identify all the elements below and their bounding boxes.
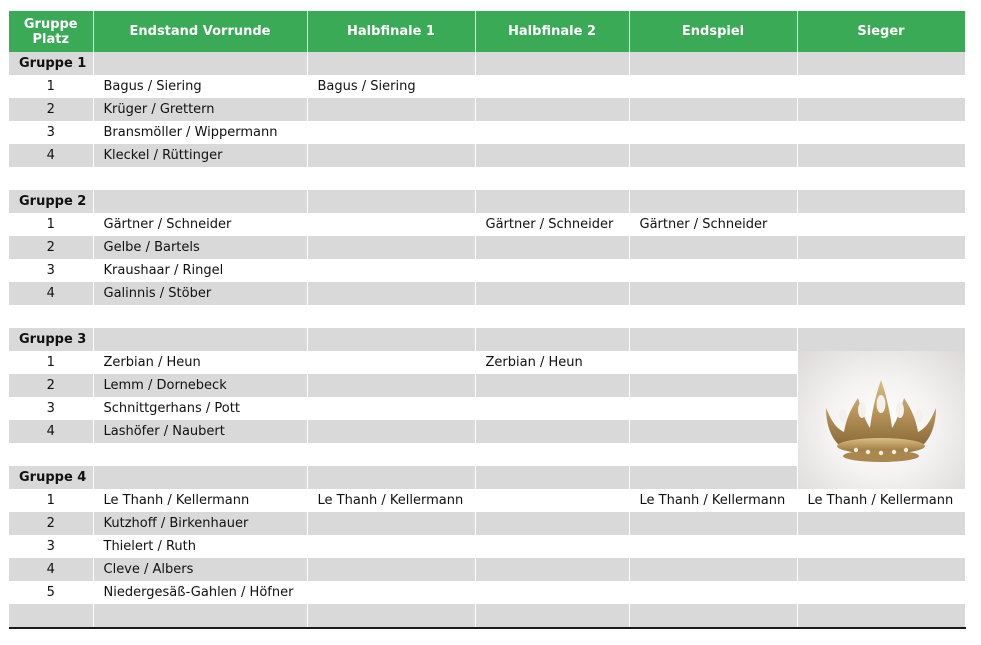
semi2-cell: Gärtner / Schneider: [475, 213, 629, 236]
empty-cell: [629, 466, 797, 489]
winner-cell: [797, 558, 965, 581]
group-name: Gruppe 2: [9, 190, 93, 213]
empty-cell: [307, 443, 475, 466]
empty-cell: [629, 328, 797, 351]
semi1-cell: [307, 558, 475, 581]
empty-cell: [475, 305, 629, 328]
empty-cell: [9, 443, 93, 466]
semi1-cell: [307, 512, 475, 535]
group-name: Gruppe 3: [9, 328, 93, 351]
final-cell: [629, 98, 797, 121]
final-cell: [629, 75, 797, 98]
empty-cell: [797, 604, 965, 628]
team-row: [9, 121, 965, 144]
place-cell: 2: [9, 374, 93, 397]
final-cell: [629, 512, 797, 535]
winner-cell: [797, 98, 965, 121]
empty-cell: [475, 328, 629, 351]
team-cell: Gelbe / Bartels: [93, 236, 307, 259]
semi2-cell: [475, 144, 629, 167]
place-cell: 3: [9, 397, 93, 420]
team-row: [9, 489, 965, 512]
semi2-cell: [475, 397, 629, 420]
empty-cell: [629, 604, 797, 628]
tournament-bracket-table: [9, 11, 966, 629]
final-cell: [629, 282, 797, 305]
bracket-body: [9, 52, 965, 628]
semi1-cell: [307, 581, 475, 604]
empty-cell: [307, 190, 475, 213]
team-cell: Zerbian / Heun: [93, 351, 307, 374]
final-cell: [629, 397, 797, 420]
winner-cell: [797, 213, 965, 236]
team-cell: Lashöfer / Naubert: [93, 420, 307, 443]
final-cell: Le Thanh / Kellermann: [629, 489, 797, 512]
semi2-cell: [475, 374, 629, 397]
final-cell: [629, 581, 797, 604]
team-cell: Kleckel / Rüttinger: [93, 144, 307, 167]
final-cell: [629, 236, 797, 259]
winner-cell: [797, 535, 965, 558]
empty-cell: [629, 305, 797, 328]
winner-cell: [797, 75, 965, 98]
team-row: [9, 75, 965, 98]
semi2-cell: [475, 535, 629, 558]
empty-cell: [475, 443, 629, 466]
winner-cell: Le Thanh / Kellermann: [797, 489, 965, 512]
team-cell: Thielert / Ruth: [93, 535, 307, 558]
winner-cell: [797, 236, 965, 259]
group-header-row: [9, 328, 965, 351]
semi1-cell: [307, 213, 475, 236]
final-cell: [629, 121, 797, 144]
semi2-cell: [475, 259, 629, 282]
empty-cell: [475, 52, 629, 75]
team-row: [9, 535, 965, 558]
empty-cell: [475, 190, 629, 213]
final-cell: [629, 259, 797, 282]
semi1-cell: [307, 236, 475, 259]
semi2-cell: Zerbian / Heun: [475, 351, 629, 374]
team-row: [9, 236, 965, 259]
place-cell: 4: [9, 558, 93, 581]
team-row: [9, 259, 965, 282]
final-cell: [629, 144, 797, 167]
empty-cell: [307, 328, 475, 351]
header-row: [9, 11, 965, 52]
header-group-label: Gruppe: [23, 16, 78, 32]
place-cell: 5: [9, 581, 93, 604]
team-cell: Bransmöller / Wippermann: [93, 121, 307, 144]
place-cell: 4: [9, 420, 93, 443]
winner-cell: [797, 581, 965, 604]
final-cell: [629, 351, 797, 374]
empty-cell: [9, 305, 93, 328]
team-cell: Niedergesäß-Gahlen / Höfner: [93, 581, 307, 604]
empty-cell: [9, 604, 93, 628]
place-cell: 4: [9, 282, 93, 305]
team-row: [9, 98, 965, 121]
semi2-cell: [475, 489, 629, 512]
semi2-cell: [475, 512, 629, 535]
place-cell: 2: [9, 512, 93, 535]
spacer-row: [9, 167, 965, 190]
team-cell: Lemm / Dornebeck: [93, 374, 307, 397]
team-cell: Kraushaar / Ringel: [93, 259, 307, 282]
crown-icon: [806, 370, 956, 470]
final-cell: [629, 558, 797, 581]
semi2-cell: [475, 98, 629, 121]
team-cell: Schnittgerhans / Pott: [93, 397, 307, 420]
winner-cell: [797, 121, 965, 144]
winner-cell: [797, 282, 965, 305]
empty-cell: [9, 167, 93, 190]
team-row: [9, 581, 965, 604]
semi1-cell: Bagus / Siering: [307, 75, 475, 98]
winner-cell: [797, 259, 965, 282]
team-row: [9, 558, 965, 581]
empty-cell: [93, 443, 307, 466]
empty-cell: [307, 466, 475, 489]
team-row: [9, 144, 965, 167]
empty-cell: [307, 52, 475, 75]
team-row: [9, 213, 965, 236]
empty-cell: [93, 466, 307, 489]
winner-cell: [797, 512, 965, 535]
semi1-cell: [307, 535, 475, 558]
final-cell: Gärtner / Schneider: [629, 213, 797, 236]
semi2-cell: [475, 75, 629, 98]
empty-cell: [475, 466, 629, 489]
empty-cell: [629, 443, 797, 466]
semi2-cell: [475, 236, 629, 259]
semi1-cell: Le Thanh / Kellermann: [307, 489, 475, 512]
empty-cell: [475, 167, 629, 190]
crown-image: [797, 351, 965, 489]
place-cell: 3: [9, 121, 93, 144]
empty-cell: [307, 305, 475, 328]
team-row: [9, 351, 965, 374]
team-cell: Kutzhoff / Birkenhauer: [93, 512, 307, 535]
semi1-cell: [307, 351, 475, 374]
place-cell: 1: [9, 75, 93, 98]
empty-cell: [93, 52, 307, 75]
team-cell: Le Thanh / Kellermann: [93, 489, 307, 512]
header-group-place: [9, 11, 93, 52]
empty-cell: [93, 167, 307, 190]
semi2-cell: [475, 581, 629, 604]
empty-cell: [307, 167, 475, 190]
team-cell: Bagus / Siering: [93, 75, 307, 98]
empty-cell: [797, 328, 965, 351]
header-semi2: Halbfinale 2: [475, 11, 629, 52]
header-place-label: Platz: [32, 31, 70, 47]
empty-cell: [475, 604, 629, 628]
final-cell: [629, 420, 797, 443]
closing-row: [9, 604, 965, 628]
empty-cell: [629, 190, 797, 213]
place-cell: 3: [9, 535, 93, 558]
semi1-cell: [307, 259, 475, 282]
team-cell: Cleve / Albers: [93, 558, 307, 581]
place-cell: 4: [9, 144, 93, 167]
place-cell: 1: [9, 489, 93, 512]
empty-cell: [797, 305, 965, 328]
empty-cell: [93, 305, 307, 328]
empty-cell: [93, 604, 307, 628]
header-final: Endspiel: [629, 11, 797, 52]
team-row: [9, 282, 965, 305]
place-cell: 1: [9, 351, 93, 374]
semi2-cell: [475, 558, 629, 581]
team-row: [9, 512, 965, 535]
group-header-row: [9, 52, 965, 75]
semi1-cell: [307, 420, 475, 443]
header-winner: Sieger: [797, 11, 965, 52]
empty-cell: [797, 52, 965, 75]
place-cell: 2: [9, 236, 93, 259]
empty-cell: [93, 190, 307, 213]
empty-cell: [797, 190, 965, 213]
header-prelim: Endstand Vorrunde: [93, 11, 307, 52]
place-cell: 3: [9, 259, 93, 282]
semi1-cell: [307, 98, 475, 121]
group-header-row: [9, 190, 965, 213]
semi1-cell: [307, 121, 475, 144]
team-cell: Galinnis / Stöber: [93, 282, 307, 305]
header-semi1: Halbfinale 1: [307, 11, 475, 52]
team-cell: Gärtner / Schneider: [93, 213, 307, 236]
final-cell: [629, 535, 797, 558]
semi1-cell: [307, 374, 475, 397]
place-cell: 1: [9, 213, 93, 236]
team-cell: Krüger / Grettern: [93, 98, 307, 121]
empty-cell: [629, 52, 797, 75]
semi2-cell: [475, 121, 629, 144]
empty-cell: [307, 604, 475, 628]
semi1-cell: [307, 282, 475, 305]
semi2-cell: [475, 282, 629, 305]
group-name: Gruppe 1: [9, 52, 93, 75]
empty-cell: [93, 328, 307, 351]
group-name: Gruppe 4: [9, 466, 93, 489]
place-cell: 2: [9, 98, 93, 121]
final-cell: [629, 374, 797, 397]
semi1-cell: [307, 144, 475, 167]
semi1-cell: [307, 397, 475, 420]
winner-cell: [797, 144, 965, 167]
empty-cell: [797, 167, 965, 190]
spacer-row: [9, 305, 965, 328]
empty-cell: [629, 167, 797, 190]
semi2-cell: [475, 420, 629, 443]
